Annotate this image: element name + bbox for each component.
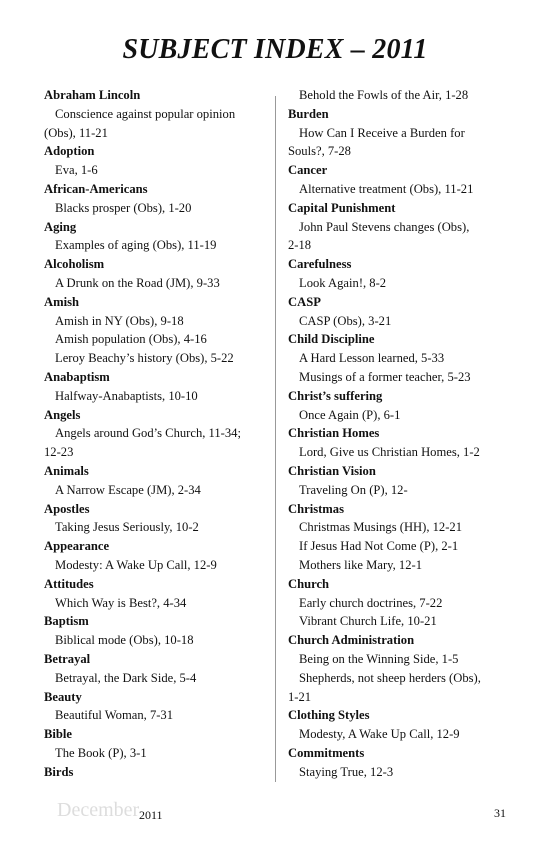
index-heading: Apostles xyxy=(44,501,90,516)
index-heading: Adoption xyxy=(44,144,95,159)
index-entry: Eva, 1-6 xyxy=(55,163,98,178)
index-heading: Appearance xyxy=(44,539,110,554)
index-entry: Staying True, 12-3 xyxy=(299,764,394,779)
index-heading: Clothing Styles xyxy=(288,708,370,723)
column-divider xyxy=(275,96,276,782)
index-entry: 2-18 xyxy=(288,238,312,253)
index-entry: Souls?, 7-28 xyxy=(288,144,351,159)
index-entry: The Book (P), 3-1 xyxy=(55,745,147,760)
index-entry: Leroy Beachy’s history (Obs), 5-22 xyxy=(55,351,234,366)
index-entry: Taking Jesus Seriously, 10-2 xyxy=(55,520,199,535)
index-heading: Christian Vision xyxy=(288,463,376,478)
index-entry: Vibrant Church Life, 10-21 xyxy=(299,614,437,629)
index-heading: Alcoholism xyxy=(44,257,105,272)
index-entry: Once Again (P), 6-1 xyxy=(299,407,401,422)
index-entry: How Can I Receive a Burden for xyxy=(299,125,465,140)
index-heading: Carefulness xyxy=(288,257,352,272)
index-heading: Attitudes xyxy=(44,576,94,591)
index-heading: Commitments xyxy=(288,745,365,760)
index-entry: A Drunk on the Road (JM), 9-33 xyxy=(55,275,220,290)
index-entry: (Obs), 11-21 xyxy=(44,125,108,140)
index-entry: John Paul Stevens changes (Obs), xyxy=(299,219,470,234)
index-heading: Birds xyxy=(44,764,74,779)
index-heading: Angels xyxy=(44,407,81,422)
index-entry: CASP (Obs), 3-21 xyxy=(299,313,392,328)
index-entry: Behold the Fowls of the Air, 1-28 xyxy=(299,88,469,102)
index-heading: Church xyxy=(288,576,330,591)
index-entry: Examples of aging (Obs), 11-19 xyxy=(55,238,217,253)
index-entry: Musings of a former teacher, 5-23 xyxy=(299,369,471,384)
index-heading: Betrayal xyxy=(44,651,91,666)
index-entry: Amish population (Obs), 4-16 xyxy=(55,332,207,347)
page-number: 31 xyxy=(494,806,506,820)
index-heading: Baptism xyxy=(44,614,89,629)
index-heading: Beauty xyxy=(44,689,82,704)
index-entry: Lord, Give us Christian Homes, 1-2 xyxy=(299,445,480,460)
index-heading: Church Administration xyxy=(288,633,415,648)
index-entry: Which Way is Best?, 4-34 xyxy=(55,595,187,610)
index-heading: Capital Punishment xyxy=(288,200,396,215)
index-heading: Anabaptism xyxy=(44,369,110,384)
index-entry: 12-23 xyxy=(44,445,74,460)
index-entry: Look Again!, 8-2 xyxy=(299,275,387,290)
index-entry: Mothers like Mary, 12-1 xyxy=(299,557,422,572)
index-heading: Amish xyxy=(44,294,79,309)
index-entry: A Hard Lesson learned, 5-33 xyxy=(299,351,445,366)
index-entry: Conscience against popular opinion xyxy=(55,106,236,121)
index-entry: A Narrow Escape (JM), 2-34 xyxy=(55,482,201,497)
index-entry: Traveling On (P), 12- xyxy=(299,482,408,497)
index-entry: Betrayal, the Dark Side, 5-4 xyxy=(55,670,197,685)
index-entry: Angels around God’s Church, 11-34; xyxy=(55,426,241,441)
index-entry: 1-21 xyxy=(288,689,312,704)
index-entry: Modesty, A Wake Up Call, 12-9 xyxy=(299,727,460,742)
index-heading: Aging xyxy=(44,219,77,234)
index-heading: Cancer xyxy=(288,163,328,178)
index-heading: Bible xyxy=(44,727,72,742)
footer-year: 2011 xyxy=(139,808,163,822)
index-heading: Christian Homes xyxy=(288,426,380,441)
index-entry: Early church doctrines, 7-22 xyxy=(299,595,443,610)
page-title: SUBJECT INDEX – 2011 xyxy=(122,34,428,65)
index-heading: Burden xyxy=(288,106,329,121)
index-heading: Abraham Lincoln xyxy=(44,88,141,102)
index-entry: Halfway-Anabaptists, 10-10 xyxy=(55,388,198,403)
index-entry: Christmas Musings (HH), 12-21 xyxy=(299,520,463,535)
index-entry: Alternative treatment (Obs), 11-21 xyxy=(299,181,474,196)
index-entry: Modesty: A Wake Up Call, 12-9 xyxy=(55,557,217,572)
index-entry: Shepherds, not sheep herders (Obs), xyxy=(299,670,481,685)
index-entry: Being on the Winning Side, 1-5 xyxy=(299,651,459,666)
index-entry: Amish in NY (Obs), 9-18 xyxy=(55,313,184,328)
index-entry: Beautiful Woman, 7-31 xyxy=(55,708,174,723)
index-column-right xyxy=(288,86,510,781)
index-heading: Christ’s suffering xyxy=(288,388,383,403)
index-column-left xyxy=(44,86,266,781)
footer-month-watermark: December xyxy=(57,799,140,821)
index-heading: CASP xyxy=(288,294,321,309)
index-entry: If Jesus Had Not Come (P), 2-1 xyxy=(299,539,459,554)
index-heading: Christmas xyxy=(288,501,344,516)
index-entry: Biblical mode (Obs), 10-18 xyxy=(55,633,194,648)
index-heading: African-Americans xyxy=(44,181,148,196)
index-heading: Child Discipline xyxy=(288,332,375,347)
index-heading: Animals xyxy=(44,463,89,478)
index-entry: Blacks prosper (Obs), 1-20 xyxy=(55,200,192,215)
